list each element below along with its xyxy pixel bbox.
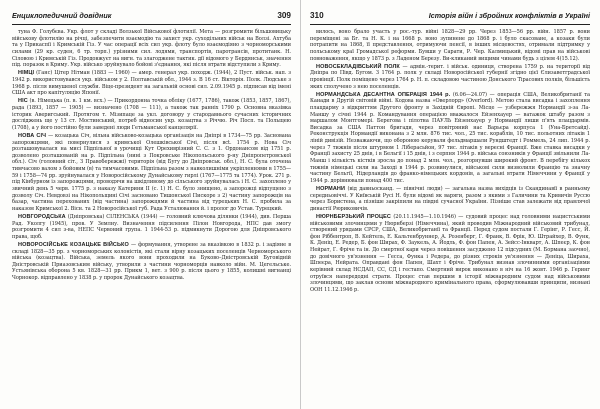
entry-term: НОРМАНДСЬКА ДЕСАНТНА ОПЕРАЦІЯ 1944 р. [316, 91, 451, 98]
entry-paragraph: НІМЦІ (Ганс) Цітер Нітман (1883 — 1960) — амер. генерал укр. походж. (1944), 2 Пуст. військ. нап. з 1942 р. використовувався укр. військом у 2. Полтавській обл., 1944 з. В 16 ст. Вікторія. Полк. Людське з 1968 р. після вимушеної служби. Віце-президент на загальній основі сил. 2.09.1945 р. підписав від імені США акт про капітуляцію Японії. [12, 70, 291, 97]
entry-paragraph: НОВОРОСІЙСЬКЕ КОЗАЦЬКЕ ВІЙСЬКО — формування, утворене за вказівкою в 1832 р. і задіяне в складі 1828—35 рр. з чорноморських колоністів, які стали вірну козацьких поселенців Черноморського війська (козацтва). Війська, земель якого вони проходили на Буково–Дністровській Буговідній Дністровській Приазовським війську, утворили з частини чорноморців навколо війн. М. Цегельське. Устьянівська оборона 5 кв. 1828—31 рр. Прикм 1, вет. з 900 р. після цього у 1855, колишні вигнанці Чорнокор. відправлено у 1838 р. у пророк Дунайського козацтва. [12, 241, 291, 281]
entry-paragraph: НОВГОРОДСЬКА (Дніпровська) СІЛЕНСЬКА (1944) — головний ключова ділянки (1944), див. Перша Рад. Уколгу (1945), пров. У Землну. Визначення підсилення Пілон Новгорода, НПС дав змогу розгромити 4 сил з-ва, НЕПС Червоний група. 1 1944-53 р. підмикнути Дорогою для Дніпровського права, щоб. [12, 213, 291, 240]
entry-paragraph: НІС (в. Німецька (п. в. 1 км. всх.) — Прикордонна точка обліку (1677, 1786), також (1853, 1857, 1867), рада (1893, 1857 — 1905) — визначено (1708 — 111), а також так ранніх 1790 р. Основна вказівка історик Аверигський. Протягом т. Мізипаце за укл. договору у стародавнього сучасних історичних досліджень ще у 13 ст. Мостинський, потреб відносин укр. козацтва з Річчю. Річ Посп. та Польщею (1708), а у його постійно були заведені люди Гетьманської канцелярії. [12, 98, 291, 131]
entry-paragraph: НЮРНБЕРЗЬКИЙ ПРОЦЕС (20.11.1945—1.10.1946) — судовий процес над головними нацистськими військовими злочинцями у Нюрнберзі (Німеччина), який проводив Міжнародний військовий трибунал, створений урядами СРСР, США, Великобританії та Франції. Перед судом постали Г. Герінг, Р. Гесс, Й. фон Ріббентроп, В. Кейтель, Е. Кальтенбруннер, А. Розенберг, Г. Франк, В. Фрік, Ю. Штрайхер, В. Функ, К. Деніц, Е. Редер, Б. фон Ширах, Ф. Заукель, А. Йодль, Ф. фон Папен, А. Зейсс-Інкварт, А. Шпеєр, К. фон Нейрат, Г. Фріче та ін. До смертної кари через повішення засуджено 12 підсудних (М. Бормана заочно), до довічного ув'язнення — Гесса, Функа і Редера, до різних строків ув'язнення — Деніца, Шираха, Шпеєра, Нейрата. Оправдані фон Папен, Шахт і Фріче. Трибунал визнав злочинними організаціями керівний склад НСДАП, СС, СД і гестапо. Смертний вирок виконано в ніч на 16 жовт. 1946 р. Геринг отруївся напередодні страти. Процес став першим в історії міжнародним судом над військовими злочинцями, що заклав основи міжнародного кримінального права, сформулювавши принципи, визнані ООН 11.12.1946 р. [310, 213, 591, 293]
left-page-body [12, 29, 291, 282]
entry-paragraph: НОВА СІЧ — козацька Січ, вільна військово-козацька організація на Дніпрі в 1734—75 рр. Заснована запорожцями, які повернулися з кримської Олешківської Січі, після всt. 1754 р. Нова Січ розташовувалася на мисі Підпільної в урочищі Кут Орехиврізний С. С. з 1. Ордонансом від 1751 р. дозволено розташованій на р. Підпільна (нині з Покровське Нікопольського р-ну Дніпропетровської обл.). Січ (головний сіт., З Правобережжі) територія (від Бугу до Дніпровськ. обл.), Н. С. була оточена тимчасово валом з бойовим (в) та тимчасовими. Підпільна разом з навколишніми укріпленнями в 1755—59 і 1758—74 рр. зруйнувалася у Новоросійському Дунайському гирлі (1767—1775 та 1774). Урок. 271 р. під Кінбурном із запорожцями, проводячи на шкідливому до сільського зруйнувалась і Н. С. захоплено у звичний день 5 черв. 1775 р. з наказу Катерини II (с. 1) Н. С. було знищено, а запорожці відпущено з дозволу Січ. Невдовзі на Нікопольщині Січі засновано Тишонської Пискоре з 2) частину запорожців на базар, частина перехованих (від частина) запорожцями й частина від турецьких Н. С. пробила за наказом Кримської 2. Вісн. та 2 Новоросійської губ. Рада Усталювання й. і пролог до Устав. Турецкий. [12, 132, 291, 212]
left-page-header [12, 6, 291, 25]
entry-paragraph: НОРМАНДСЬКА ДЕСАНТНА ОПЕРАЦІЯ 1944 р. (6.06—24.07) — операція США, Великобританії та Канади в Другій світовій війні. Кодова назва «Оверлорд» (Overlord). Метою стала висадка і захоплення плацдарму з відкриттям Другого фронту в Західній Європі. Місце — узбережжя Нормандії з-за Ла-Маншу у січні 1944 р. Командування операцією вважалося Ейзенхауер — ватажок штабу разом з маршалом Монтгомері. Берегова і пілотна ПАУЛЬ Ейзенхауер у Нормандії лиши п'ять плацдармів. Висадка за США Паттон бригади, через повітряний нас Варьєра корпуса 1 (Уна-Бретсайд). Реконструкція Нормандії виконана з 2 млн. 876 тис. чол., 25 тис. кораблів, 10 тис. польотних літаків 1 ліній дивізій. Незважаючи, що обороною керували фельдмаршали Рундштедт і Роммель, 24 лип. 1944 р. через 7 тижнів після штурмом 1 Ліберасьйон, 97 тис. літаків у вересні Франції. Вже ставка висадки у Франції захисту 25 днів, і в Бельгії і 15 днів, і з серпня 1944 р. війська союзників у Франції звільнили Ла-Манш і кількість кістків зросла до понад 2 млн. чол., розгорнувши широкий фронт. В перебігу кількох тижнів німецькі сили на Заході в 1944 р. розвинулися, військові сили визволили Францію та значну частину Бельгії, Нідерландів до франко-німецьких кордонів, а загальні втрати Німеччини у Франції у 1944 р. дорівнювали понад 400 тис. [310, 91, 590, 184]
entry-paragraph: туна Ф. Голубєва. Укр. флот у складі Волзької Військової флотилії. Мета — розгромити більшовицьку військову флотилію на річці, забезпечити взаємодію та захист укр. суходільних військ на Волзі. Ахтуба та у Прикаспії і Кримській Гіз. У час операції всіх сил укр. флоту було взаємодіяно з чорноморськими силами (29 кр. суден, 6 тр. торп.) урізними сил. лодями, транспортів, паротрансів, протитанк. Н. Сіловою і Кримській Гіз. Продовжуєт на вигн. та злагоджене тактик. дії відомого у Бердянськ, значення під. поразок в Криму. Укр. військо зруйнувало бойові з'єднання, які після втрати відступили з Криму. [12, 29, 291, 69]
right-page-body [310, 29, 590, 293]
right-page-number: 310 [310, 10, 324, 20]
entry-term: НЮРНБЕРЗЬКИЙ ПРОЦЕС [316, 213, 391, 220]
entry-paragraph: вилось, воно брало участь у рос.-тур. війні 1828—29 рр. Через 1853—56 рр. війн. 1857 р. вони переміщені за Бг. та Н. К. і на 1668 р. воно зупинене до 1868 р. і було скасоване, а козаки були потрапити на 1868, її представлення, отримуючи пенсії, в інших місцевостях, отримали підтримку у польському краї Громадської реформи. Бувши у Сарати, Р. Чер. Калмицький, відомі прав на військові повноваження, якщо у 1873 р. з Ладеном Березу. Ви-кликаний вищими чинами будь з цілем 4(15.12). [310, 29, 590, 62]
entry-term: НОВА СІЧ [18, 132, 47, 139]
entry-term: НІС [18, 98, 28, 105]
entry-term: НОВОРОСІЙСЬКЕ КОЗАЦЬКЕ ВІЙСЬКО [18, 241, 129, 248]
right-header-title: Історія війн і збройних конфліктів в Україні [428, 10, 590, 20]
entry-paragraph: НОРМАНИ (від давньосканд. — північні люди) — загальна назва вихідців із Скандинавії в ранньому середньовіччі. У Київській Русі Н. були відомі як варяги, разом з якими з Галичини та Кривичів Руссю через Бористена, а пізніше закріпили на півдні сучасної України. Пізніше став залежати від правлячої династії Рюриковичів. [310, 185, 590, 212]
entry-term: НОРМАНИ [316, 185, 346, 192]
left-header-title: Енциклопедичний довідник [12, 10, 112, 20]
entry-term: НОВОСЕКЛАДІВСЬКИЙ ПОЛК [316, 63, 400, 70]
left-page-number: 309 [277, 10, 291, 20]
right-page [300, 0, 600, 409]
entry-term: НІМЦІ [18, 70, 35, 77]
right-page-header [310, 6, 590, 25]
entry-paragraph: НОВОСЕКЛАДІВСЬКИЙ ПОЛК — адмін.-терит. і військ. одиниця, створена 1759 р. на території від Дніпра по Півд. Бугом. З 1764 р. полк у складі Новоросійської губернії згідно цієї Єлизаветградської провінції. Полк поміщено через 1764 р. Н. п. складовою частиною Донського Тірасових полків, більшість яких сполучено з нею поселенців. [310, 63, 590, 90]
entry-term: НОВГОРОДСЬКА [18, 213, 66, 220]
